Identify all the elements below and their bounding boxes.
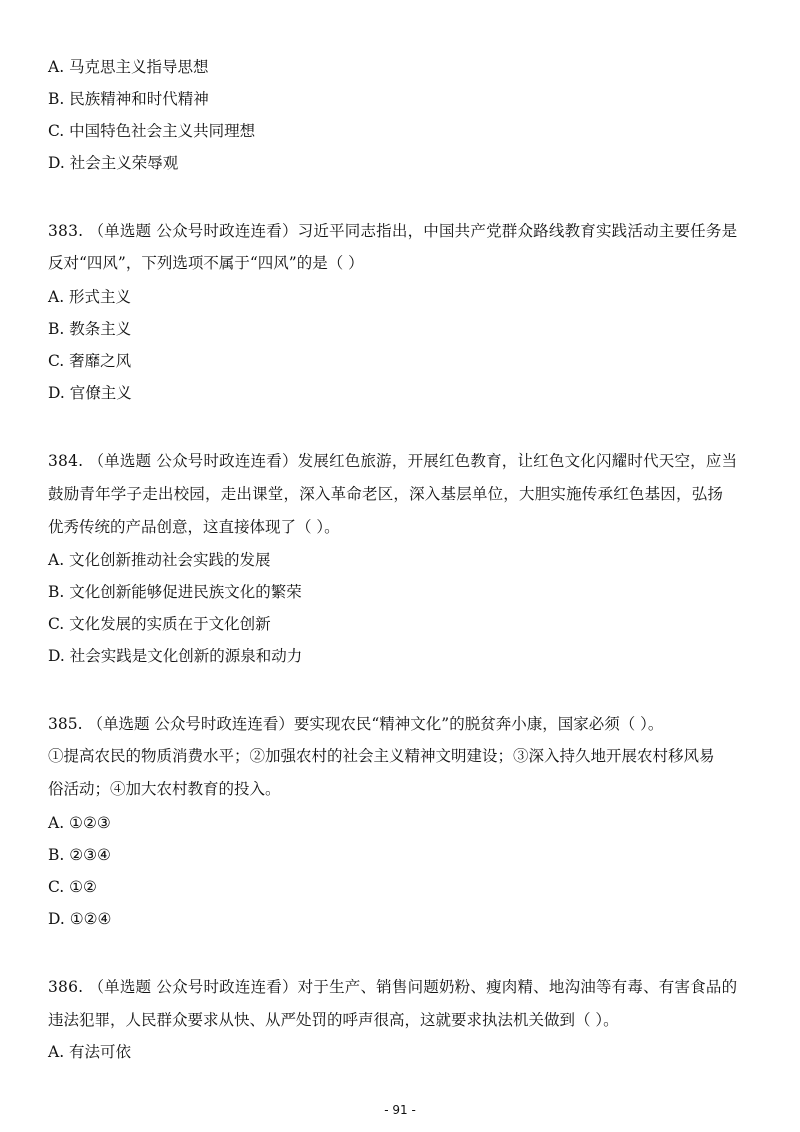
q384-stem-line-1: 384. （单选题 公众号时政连连看）发展红色旅游，开展红色教育，让红色文化闪耀时代天空，应当 <box>48 452 738 470</box>
q382-option-b: B. 民族精神和时代精神 <box>48 90 209 108</box>
q385-stem-line-2: ①提高农民的物质消费水平；②加强农村的社会主义精神文明建设；③深入持久地开展农村移风易 <box>48 747 715 765</box>
q386-stem-line-2: 违法犯罪，人民群众要求从快、从严处罚的呼声很高，这就要求执法机关做到（ ）。 <box>48 1011 619 1029</box>
q385-option-b: B. ②③④ <box>48 846 111 864</box>
q383-stem-line-1: 383. （单选题 公众号时政连连看）习近平同志指出，中国共产党群众路线教育实践活动主要任务是 <box>48 222 738 240</box>
q383-option-a: A. 形式主义 <box>48 288 132 306</box>
q384-stem-line-2: 鼓励青年学子走出校园，走出课堂，深入革命老区，深入基层单位，大胆实施传承红色基因，弘扬 <box>48 485 724 503</box>
q383-stem-line-2: 反对“四风”，下列选项不属于“四风”的是（ ） <box>48 254 364 272</box>
q386-option-a: A. 有法可依 <box>48 1043 132 1061</box>
q385-stem-line-1: 385. （单选题 公众号时政连连看）要实现农民“精神文化”的脱贫奔小康，国家必须（ ）。 <box>48 715 664 733</box>
page-number: - 91 - <box>384 1103 416 1117</box>
q382-option-c: C. 中国特色社会主义共同理想 <box>48 122 256 140</box>
q384-option-c: C. 文化发展的实质在于文化创新 <box>48 615 271 633</box>
q384-option-b: B. 文化创新能够促进民族文化的繁荣 <box>48 583 302 601</box>
q385-stem-line-3: 俗活动；④加大农村教育的投入。 <box>48 780 281 798</box>
q384-option-d: D. 社会实践是文化创新的源泉和动力 <box>48 647 303 665</box>
q382-option-d: D. 社会主义荣辱观 <box>48 154 179 172</box>
q384-option-a: A. 文化创新推动社会实践的发展 <box>48 551 271 569</box>
q384-stem-line-3: 优秀传统的产品创意，这直接体现了（ ）。 <box>48 518 340 536</box>
q386-stem-line-1: 386. （单选题 公众号时政连连看）对于生产、销售问题奶粉、瘦肉精、地沟油等有毒、有害食品的 <box>48 978 738 996</box>
q385-option-c: C. ①② <box>48 878 97 896</box>
q383-option-b: B. 教条主义 <box>48 320 132 338</box>
q385-option-a: A. ①②③ <box>48 814 111 832</box>
q383-option-c: C. 奢靡之风 <box>48 352 132 370</box>
q383-option-d: D. 官僚主义 <box>48 384 132 402</box>
q382-option-a: A. 马克思主义指导思想 <box>48 58 209 76</box>
q385-option-d: D. ①②④ <box>48 910 112 928</box>
